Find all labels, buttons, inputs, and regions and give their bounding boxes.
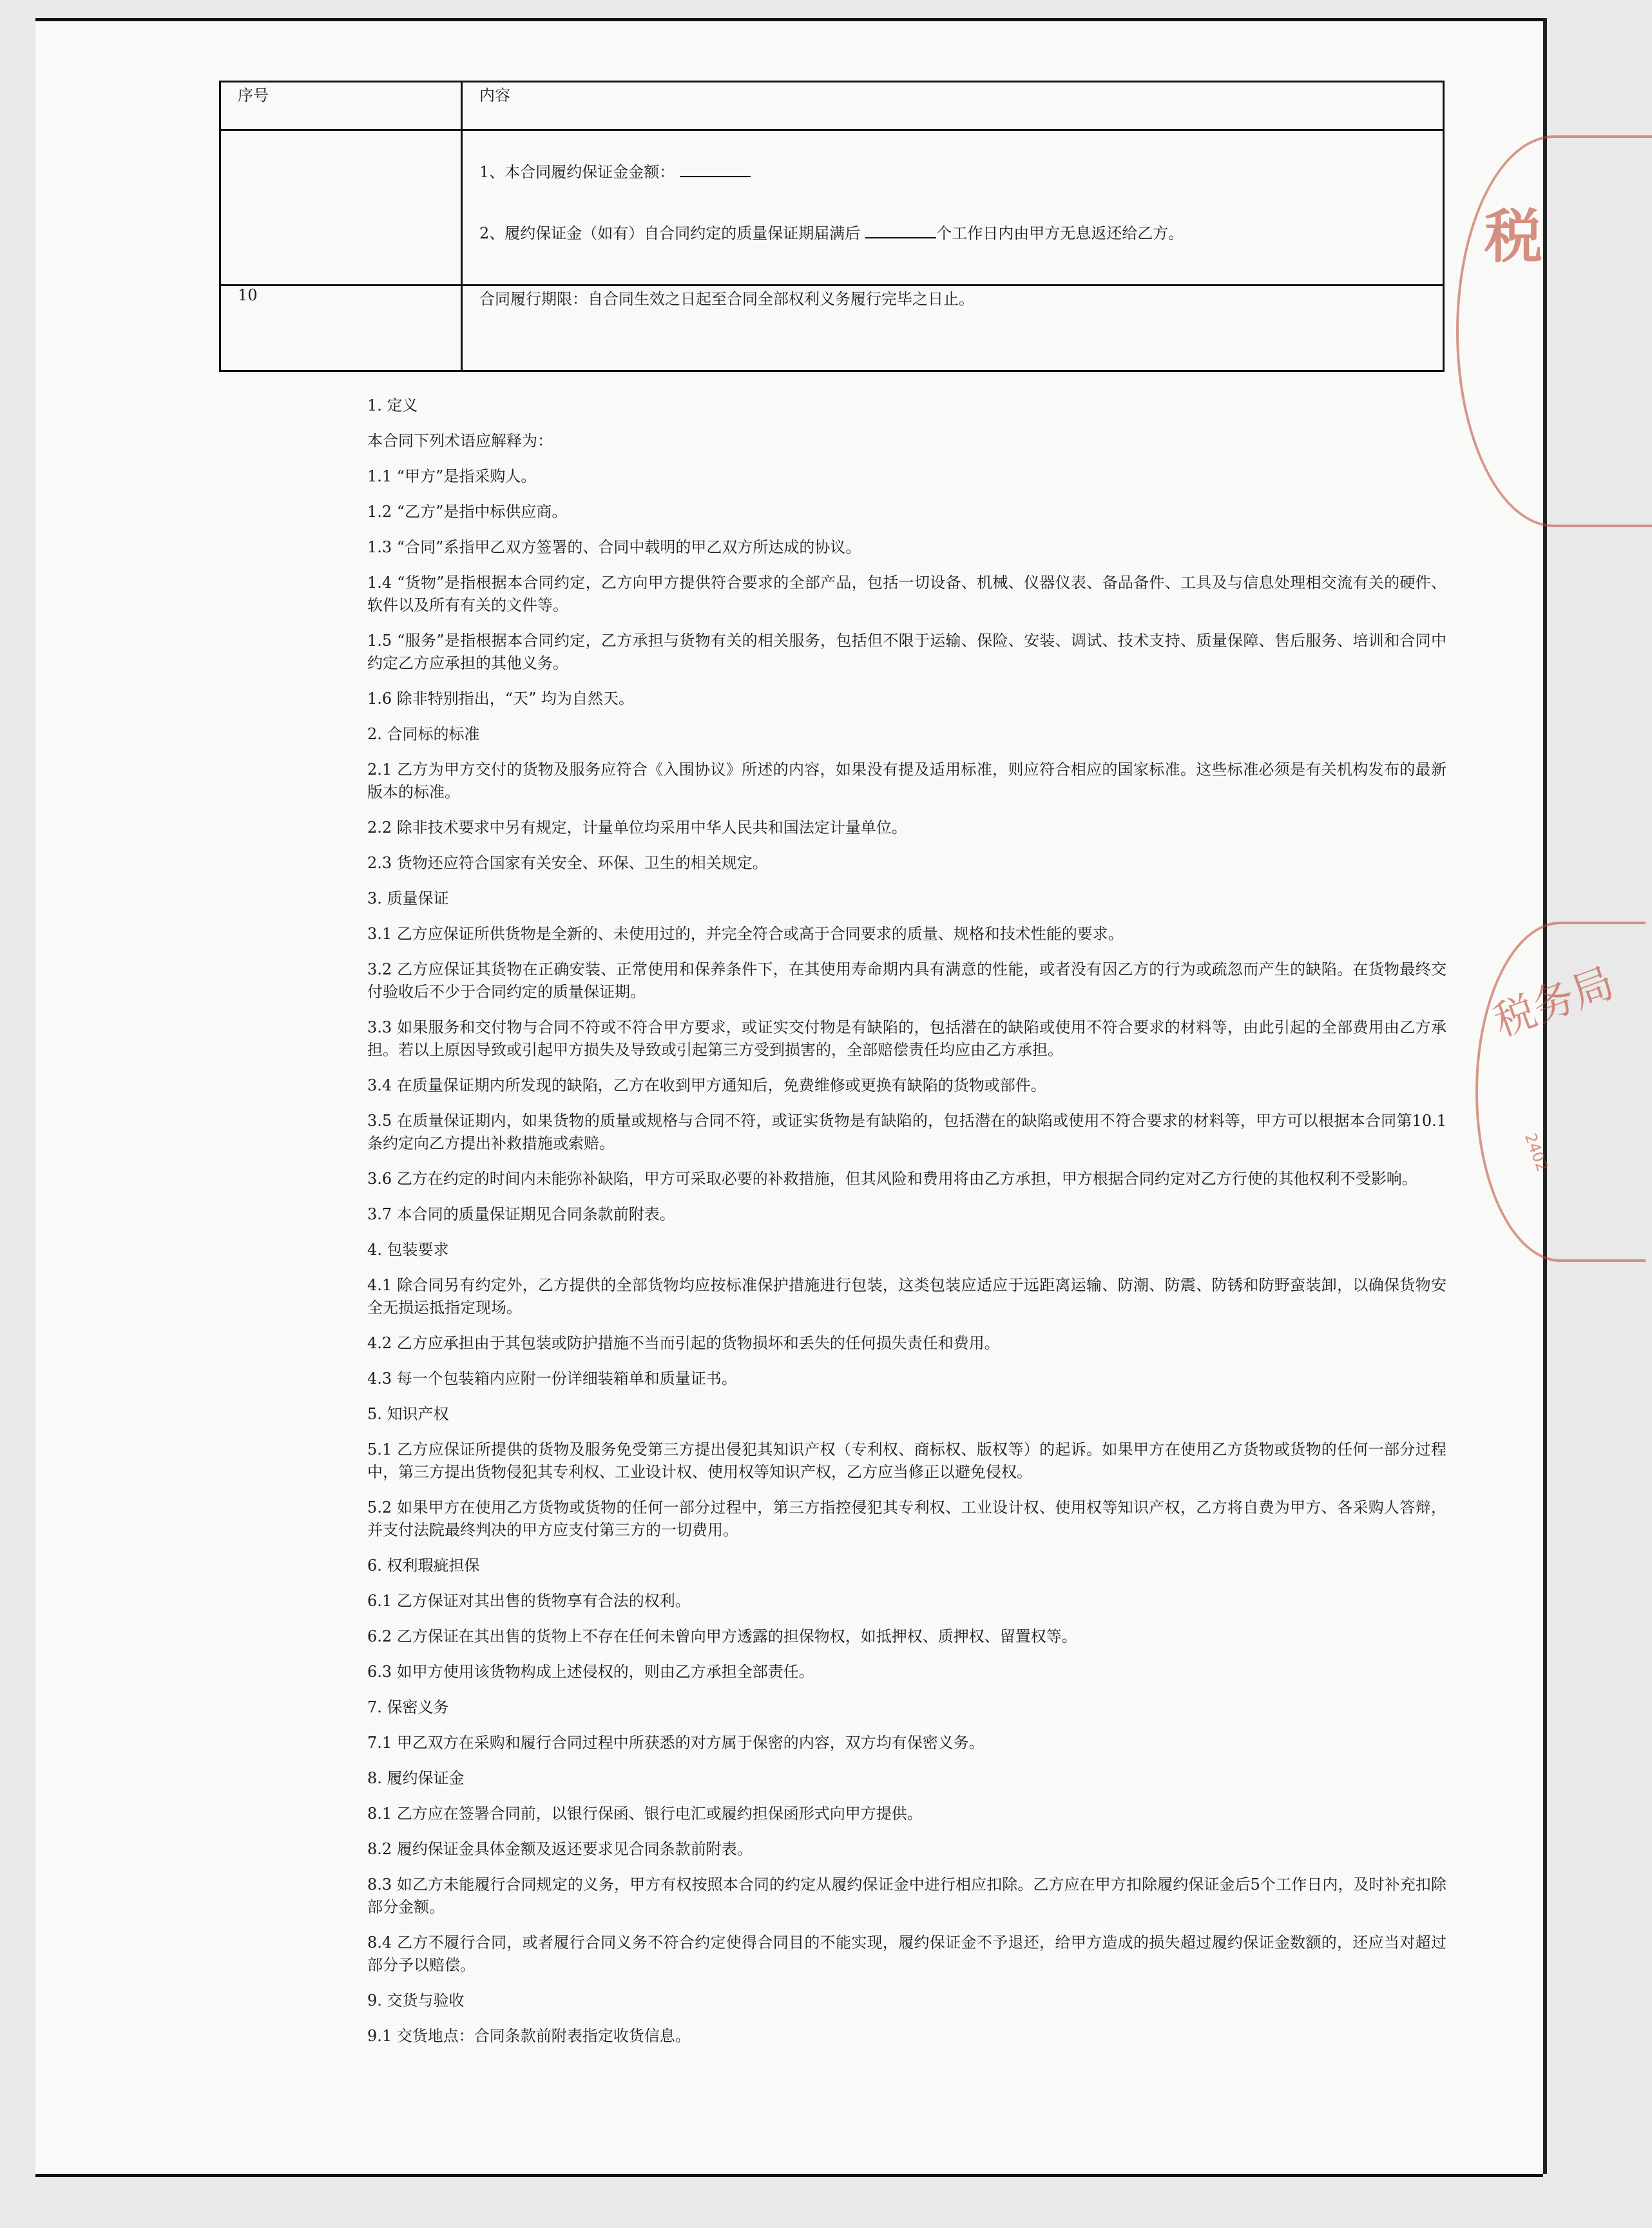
section-heading: 1. 定义 (367, 396, 418, 414)
table-row (220, 130, 1444, 286)
section-heading: 9. 交货与验收 (367, 1991, 465, 2010)
amount-blank (680, 163, 751, 177)
table-header-row (220, 82, 1444, 130)
clause-paragraph: 1.6 除非特别指出，“天” 均为自然天。 (367, 690, 634, 708)
section-heading: 5. 知识产权 (367, 1405, 449, 1423)
section-heading: 6. 权利瑕疵担保 (367, 1556, 480, 1574)
clause-paragraph: 3.2 乙方应保证其货物在正确安装、正常使用和保养条件下，在其使用寿命期内具有满意的性能，或者没有因乙方的行为或疏忽而产生的缺陷。在货物最终交付验收后不少于合同约定的质量保证期。 (367, 960, 1446, 1001)
contract-clauses (251, 394, 1446, 2060)
row9-line2a-text: 2、履约保证金（如有）自合同约定的质量保证期届满后 (479, 224, 861, 242)
section-heading: 3. 质量保证 (367, 889, 449, 907)
clause-paragraph: 2.1 乙方为甲方交付的货物及服务应符合《入围协议》所述的内容，如果没有提及适用标准，则应符合相应的国家标准。这些标准必须是有关机构发布的最新版本的标准。 (367, 760, 1446, 801)
clause-paragraph: 8.2 履约保证金具体金额及返还要求见合同条款前附表。 (367, 1840, 753, 1858)
clause-paragraph: 3.3 如果服务和交付物与合同不符或不符合甲方要求，或证实交付物是有缺陷的，包括潜在的缺陷或使用不符合要求的材料等，由此引起的全部费用由乙方承担。若以上原因导致或引起甲方损失及导致或引起第三方受到损害的，全部赔偿责任均应由乙方承担。 (367, 1018, 1446, 1059)
clause-paragraph: 1.1 “甲方”是指采购人。 (367, 467, 537, 485)
clause-paragraph: 3.1 乙方应保证所供货物是全新的、未使用过的，并完全符合或高于合同要求的质量、规格和技术性能的要求。 (367, 925, 1124, 943)
clause-paragraph: 4.1 除合同另有约定外，乙方提供的全部货物均应按标准保护措施进行包装，这类包装应适应于远距离运输、防潮、防震、防锈和防野蛮装卸，以确保货物安全无损运抵指定现场。 (367, 1276, 1446, 1317)
row9-line1 (479, 159, 1426, 182)
clause-paragraph: 7.1 甲乙双方在采购和履行合同过程中所获悉的对方属于保密的内容，双方均有保密义务。 (367, 1734, 984, 1752)
seal-digits: 2402 (1521, 1130, 1552, 1174)
seal-glyph: 税务局 (1488, 959, 1620, 1047)
clause-paragraph: 2.3 货物还应符合国家有关安全、环保、卫生的相关规定。 (367, 854, 768, 872)
row10-no: 10 (220, 286, 462, 371)
row9-line2b-text: 个工作日内由甲方无息返还给乙方。 (936, 224, 1184, 242)
row9-content (462, 130, 1444, 286)
row10-content: 合同履行期限：自合同生效之日起至合同全部权利义务履行完毕之日止。 (462, 286, 1444, 371)
clause-paragraph: 3.7 本合同的质量保证期见合同条款前附表。 (367, 1205, 675, 1223)
clause-paragraph: 3.5 在质量保证期内，如果货物的质量或规格与合同不符，或证实货物是有缺陷的，包括潜在的缺陷或使用不符合要求的材料等，甲方可以根据本合同第10.1条约定向乙方提出补救措施或索赔。 (367, 1112, 1446, 1152)
clause-paragraph: 8.1 乙方应在签署合同前，以银行保函、银行电汇或履约担保函形式向甲方提供。 (367, 1805, 923, 1823)
table-row (220, 286, 1444, 371)
clause-paragraph: 3.4 在质量保证期内所发现的缺陷，乙方在收到甲方通知后，免费维修或更换有缺陷的货物或部件。 (367, 1076, 1046, 1094)
clause-paragraph: 1.3 “合同”系指甲乙双方签署的、合同中载明的甲乙双方所达成的协议。 (367, 538, 861, 556)
section-heading: 7. 保密义务 (367, 1698, 449, 1716)
days-blank (865, 224, 936, 238)
seal-glyph: 税 (1484, 203, 1542, 271)
clause-paragraph: 5.2 如果甲方在使用乙方货物或货物的任何一部分过程中，第三方指控侵犯其专利权、工业设计权、使用权等知识产权，乙方将自费为甲方、各采购人答辩，并支付法院最终判决的甲方应支付第三方的一切费用。 (367, 1498, 1446, 1539)
row9-line1-text: 1、本合同履约保证金金额： (479, 163, 675, 181)
section-heading: 8. 履约保证金 (367, 1769, 465, 1787)
clause-paragraph: 8.3 如乙方未能履行合同规定的义务，甲方有权按照本合同的约定从履约保证金中进行相应扣除。乙方应在甲方扣除履约保证金后5个工作日内，及时补充扣除部分金额。 (367, 1875, 1446, 1916)
tax-bureau-seal (1475, 922, 1646, 1262)
clause-paragraph: 2.2 除非技术要求中另有规定，计量单位均采用中华人民共和国法定计量单位。 (367, 819, 907, 837)
clause-paragraph: 6.2 乙方保证在其出售的货物上不存在任何未曾向甲方透露的担保物权，如抵押权、质押权、留置权等。 (367, 1627, 1077, 1645)
contract-info-table (219, 81, 1445, 372)
clause-paragraph: 1.2 “乙方”是指中标供应商。 (367, 503, 568, 521)
row9-no (220, 130, 462, 286)
row9-line2 (479, 220, 1426, 243)
header-content: 内容 (462, 82, 1444, 130)
clause-paragraph: 8.4 乙方不履行合同，或者履行合同义务不符合约定使得合同目的不能实现，履约保证金不予退还，给甲方造成的损失超过履约保证金数额的，还应当对超过部分予以赔偿。 (367, 1933, 1446, 1974)
section-heading: 2. 合同标的标准 (367, 725, 480, 743)
official-seal (1456, 135, 1652, 527)
section-heading: 4. 包装要求 (367, 1241, 449, 1259)
clause-paragraph: 6.1 乙方保证对其出售的货物享有合法的权利。 (367, 1592, 691, 1610)
clause-paragraph: 6.3 如甲方使用该货物构成上述侵权的，则由乙方承担全部责任。 (367, 1663, 814, 1681)
clause-paragraph: 4.2 乙方应承担由于其包装或防护措施不当而引起的货物损坏和丢失的任何损失责任和费用。 (367, 1334, 1000, 1352)
header-no: 序号 (220, 82, 462, 130)
clause-paragraph: 3.6 乙方在约定的时间内未能弥补缺陷，甲方可采取必要的补救措施，但其风险和费用将由乙方承担，甲方根据合同约定对乙方行使的其他权利不受影响。 (367, 1170, 1417, 1188)
clause-paragraph: 1.5 “服务”是指根据本合同约定，乙方承担与货物有关的相关服务，包括但不限于运输、保险、安装、调试、技术支持、质量保障、售后服务、培训和合同中约定乙方应承担的其他义务。 (367, 632, 1446, 672)
clause-paragraph: 9.1 交货地点：合同条款前附表指定收货信息。 (367, 2027, 691, 2045)
clause-paragraph: 5.1 乙方应保证所提供的货物及服务免受第三方提出侵犯其知识产权（专利权、商标权、版权等）的起诉。如果甲方在使用乙方货物或货物的任何一部分过程中，第三方提出货物侵犯其专利权、工业设计权、使用权等知识产权，乙方应当修正以避免侵权。 (367, 1440, 1446, 1481)
clause-paragraph: 1.4 “货物”是指根据本合同约定，乙方向甲方提供符合要求的全部产品，包括一切设备、机械、仪器仪表、备品备件、工具及与信息处理相交流有关的硬件、软件以及所有有关的文件等。 (367, 574, 1446, 614)
clause-paragraph: 本合同下列术语应解释为： (367, 432, 553, 450)
clause-paragraph: 4.3 每一个包装箱内应附一份详细装箱单和质量证书。 (367, 1370, 737, 1388)
